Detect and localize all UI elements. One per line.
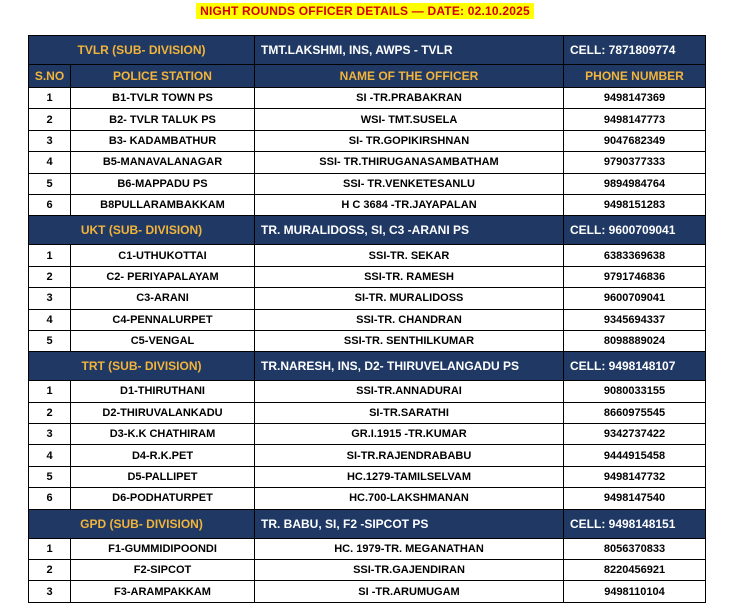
police-station: C2- PERIYAPALAYAM [71,266,255,287]
serial-number: 6 [29,488,71,509]
phone-number: 9894984764 [564,173,706,194]
header-officer-name: NAME OF THE OFFICER [255,65,564,88]
police-station: C3-ARANI [71,288,255,309]
officer-name: SI -TR.ARUMUGAM [255,581,564,602]
serial-number: 3 [29,288,71,309]
phone-number: 9498147369 [564,88,706,109]
table-row [29,152,706,173]
phone-number: 9498110104 [564,581,706,602]
serial-number: 4 [29,445,71,466]
officer-name: GR.I.1915 -TR.KUMAR [255,424,564,445]
table-row [29,309,706,330]
table-row [29,424,706,445]
officer-name: SI- TR.GOPIKIRSHNAN [255,130,564,151]
serial-number: 1 [29,538,71,559]
supervisor-officer: TR. BABU, SI, F2 -SIPCOT PS [255,509,564,538]
table-row [29,538,706,559]
officer-table-body [29,36,706,603]
header-sno: S.NO [29,65,71,88]
police-station: B1-TVLR TOWN PS [71,88,255,109]
serial-number: 5 [29,466,71,487]
police-station: D6-PODHATURPET [71,488,255,509]
phone-number: 9080033155 [564,381,706,402]
serial-number: 2 [29,266,71,287]
police-station: B5-MANAVALANAGAR [71,152,255,173]
page-title: NIGHT ROUNDS OFFICER DETAILS — DATE: 02.10.2025 [196,3,534,19]
column-header-row [29,65,706,88]
officer-name: SI-TR. MURALIDOSS [255,288,564,309]
serial-number: 3 [29,130,71,151]
sub-division-name: UKT (SUB- DIVISION) [29,216,255,245]
officer-name: SSI-TR. RAMESH [255,266,564,287]
table-row [29,581,706,602]
section-header-row [29,36,706,65]
supervisor-officer: TMT.LAKSHMI, INS, AWPS - TVLR [255,36,564,65]
phone-number: 9444915458 [564,445,706,466]
table-row [29,288,706,309]
police-station: B6-MAPPADU PS [71,173,255,194]
phone-number: 9790377333 [564,152,706,173]
supervisor-cell: CELL: 7871809774 [564,36,706,65]
sub-division-name: GPD (SUB- DIVISION) [29,509,255,538]
header-police-station: POLICE STATION [71,65,255,88]
supervisor-officer: TR. MURALIDOSS, SI, C3 -ARANI PS [255,216,564,245]
serial-number: 4 [29,309,71,330]
officer-name: SSI-TR.GAJENDIRAN [255,560,564,581]
officer-name: HC.700-LAKSHMANAN [255,488,564,509]
serial-number: 2 [29,109,71,130]
police-station: D2-THIRUVALANKADU [71,402,255,423]
serial-number: 6 [29,194,71,215]
police-station: B2- TVLR TALUK PS [71,109,255,130]
sub-division-name: TRT (SUB- DIVISION) [29,352,255,381]
officer-name: HC.1279-TAMILSELVAM [255,466,564,487]
section-header-row [29,216,706,245]
officer-name: SI-TR.RAJENDRABABU [255,445,564,466]
officer-name: SSI- TR.VENKETESANLU [255,173,564,194]
phone-number: 9498147540 [564,488,706,509]
police-station: B3- KADAMBATHUR [71,130,255,151]
police-station: F1-GUMMIDIPOONDI [71,538,255,559]
police-station: D3-K.K CHATHIRAM [71,424,255,445]
section-header-row [29,509,706,538]
table-row [29,266,706,287]
officer-name: SSI-TR. SENTHILKUMAR [255,330,564,351]
sub-division-name: TVLR (SUB- DIVISION) [29,36,255,65]
serial-number: 3 [29,424,71,445]
phone-number: 8660975545 [564,402,706,423]
officer-name: SSI- TR.THIRUGANASAMBATHAM [255,152,564,173]
serial-number: 1 [29,245,71,266]
table-row [29,330,706,351]
police-station: D5-PALLIPET [71,466,255,487]
police-station: D4-R.K.PET [71,445,255,466]
phone-number: 8220456921 [564,560,706,581]
phone-number: 9498147773 [564,109,706,130]
phone-number: 9791746836 [564,266,706,287]
phone-number: 8098889024 [564,330,706,351]
table-row [29,402,706,423]
officer-name: SSI-TR. SEKAR [255,245,564,266]
phone-number: 9345694337 [564,309,706,330]
supervisor-cell: CELL: 9600709041 [564,216,706,245]
police-station: F3-ARAMPAKKAM [71,581,255,602]
officer-name: SSI-TR.ANNADURAI [255,381,564,402]
supervisor-officer: TR.NARESH, INS, D2- THIRUVELANGADU PS [255,352,564,381]
table-row [29,245,706,266]
table-row [29,466,706,487]
title-wrap [0,2,730,20]
supervisor-cell: CELL: 9498148151 [564,509,706,538]
police-station: B8PULLARAMBAKKAM [71,194,255,215]
phone-number: 9498147732 [564,466,706,487]
serial-number: 2 [29,560,71,581]
table-row [29,488,706,509]
phone-number: 9047682349 [564,130,706,151]
header-phone-number: PHONE NUMBER [564,65,706,88]
officer-name: WSI- TMT.SUSELA [255,109,564,130]
serial-number: 3 [29,581,71,602]
table-row [29,173,706,194]
serial-number: 5 [29,173,71,194]
table-row [29,194,706,215]
serial-number: 5 [29,330,71,351]
table-row [29,381,706,402]
officer-table [28,35,706,603]
police-station: C4-PENNALURPET [71,309,255,330]
serial-number: 4 [29,152,71,173]
serial-number: 1 [29,381,71,402]
police-station: D1-THIRUTHANI [71,381,255,402]
officer-name: SSI-TR. CHANDRAN [255,309,564,330]
section-header-row [29,352,706,381]
table-row [29,445,706,466]
table-row [29,560,706,581]
table-row [29,130,706,151]
phone-number: 8056370833 [564,538,706,559]
police-station: C5-VENGAL [71,330,255,351]
serial-number: 1 [29,88,71,109]
officer-name: H C 3684 -TR.JAYAPALAN [255,194,564,215]
table-row [29,88,706,109]
table-row [29,109,706,130]
phone-number: 9342737422 [564,424,706,445]
phone-number: 9498151283 [564,194,706,215]
police-station: F2-SIPCOT [71,560,255,581]
police-station: C1-UTHUKOTTAI [71,245,255,266]
phone-number: 9600709041 [564,288,706,309]
officer-name: SI -TR.PRABAKRAN [255,88,564,109]
supervisor-cell: CELL: 9498148107 [564,352,706,381]
officer-name: SI-TR.SARATHI [255,402,564,423]
serial-number: 2 [29,402,71,423]
officer-name: HC. 1979-TR. MEGANATHAN [255,538,564,559]
phone-number: 6383369638 [564,245,706,266]
